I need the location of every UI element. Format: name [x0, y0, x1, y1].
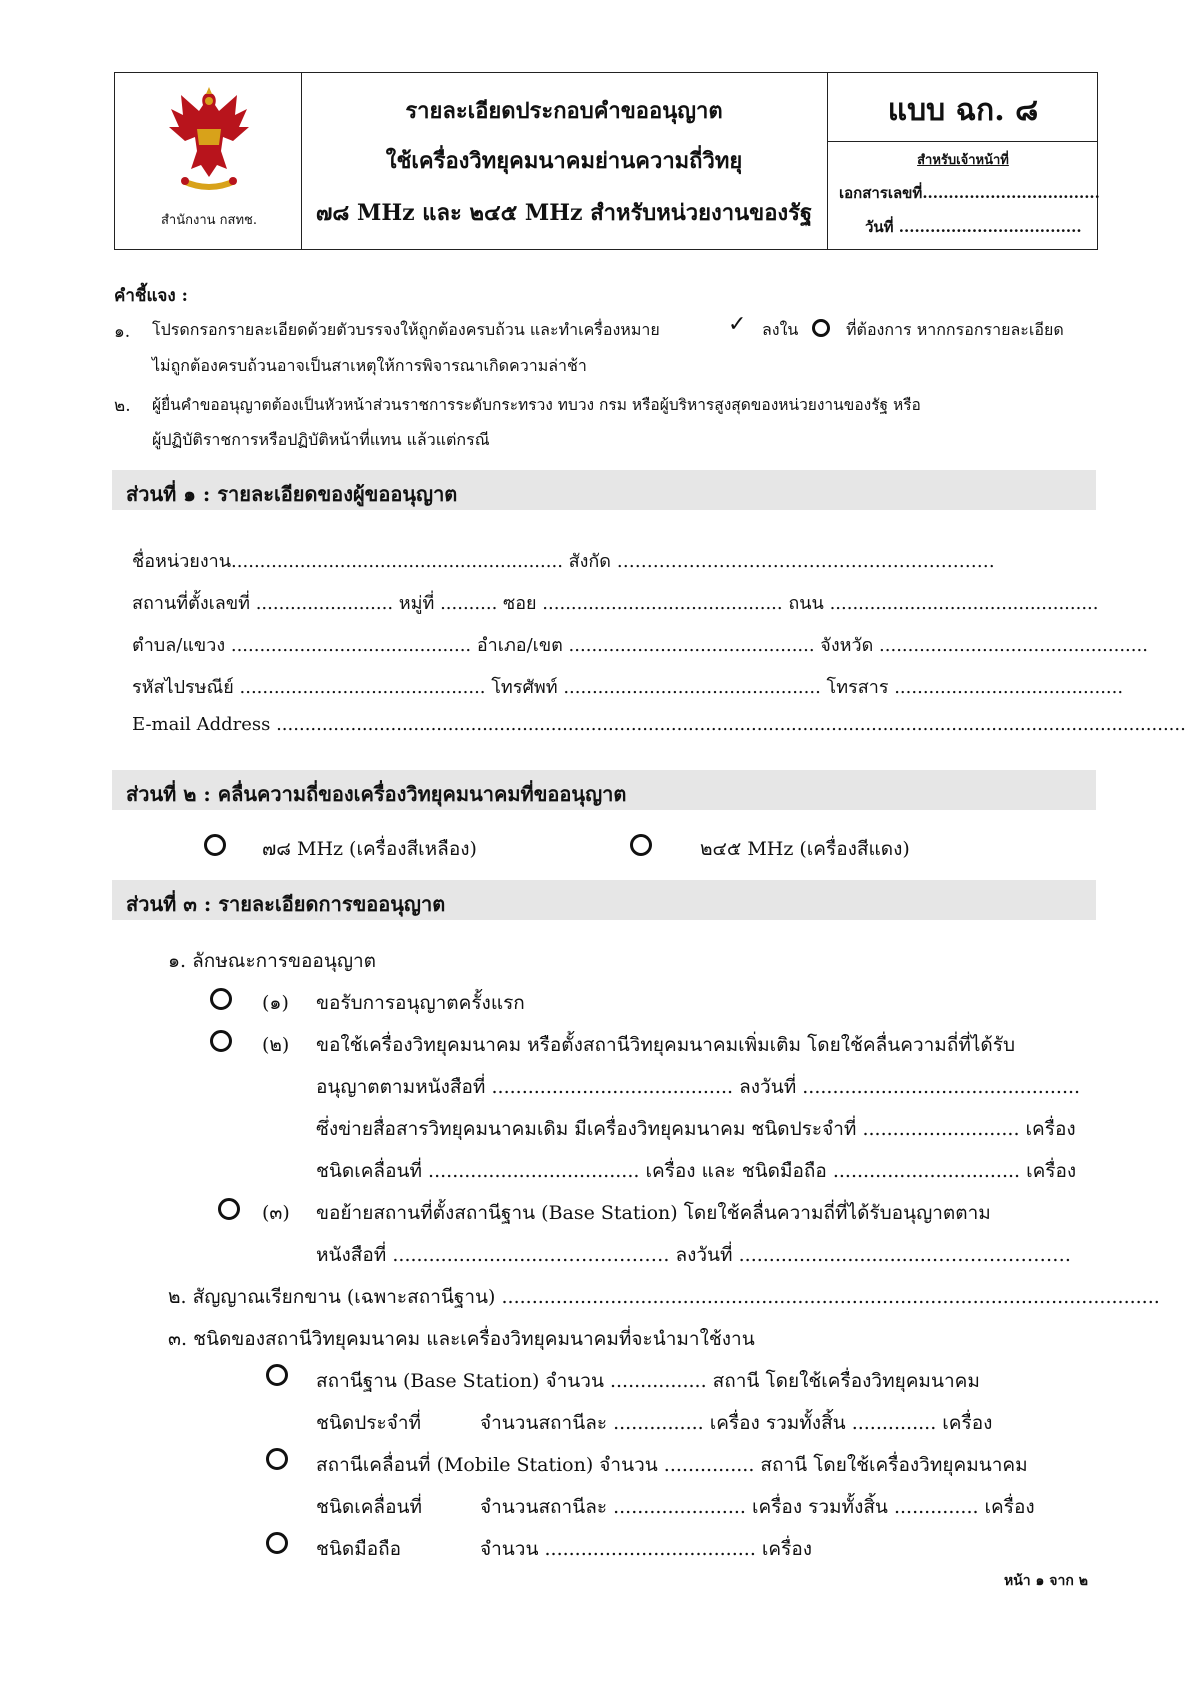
handheld-label: ชนิดมือถือ [316, 1538, 402, 1560]
option-2-line4[interactable]: ชนิดเคลื่อนที่ ................................... เครื่อง และ ชนิดมือถือ ............................... เครื่อง [316, 1160, 1077, 1182]
title-line-3: ๗๘ MHz และ ๒๔๕ MHz สำหรับหน่วยงานของรัฐ [315, 200, 813, 226]
address-row[interactable]: สถานที่ตั้งเลขที่ ........................ หมู่ที่ .......... ซอย .......................................... ถนน ............................................... [132, 593, 1099, 614]
instruction-2-text-line1: ผู้ยื่นคำขออนุญาตต้องเป็นหัวหน้าส่วนราชการระดับกระทรวง ทบวง กรม หรือผู้บริหารสูงสุดของหน่วยงานของรัฐ หรือ [152, 396, 921, 414]
part3-title: ส่วนที่ ๓ : รายละเอียดการขออนุญาต [126, 892, 446, 916]
option-2-line2[interactable]: อนุญาตตามหนังสือที่ ........................................ ลงวันที่ .............................................. [316, 1076, 1081, 1098]
form-code: แบบ ฉก. ๘ [887, 93, 1039, 128]
email-row[interactable]: E-mail Address ............................................................................................................................................................... [132, 714, 1186, 735]
radio-78mhz[interactable] [204, 834, 226, 856]
handheld-quantity[interactable]: จำนวน ................................... เครื่อง [480, 1538, 813, 1560]
document-number-field[interactable]: เอกสารเลขที่.................................. [839, 184, 1100, 202]
title-line-1: รายละเอียดประกอบคำขออนุญาต [405, 98, 723, 124]
postal-phone-row[interactable]: รหัสไปรษณีย์ ........................................... โทรศัพท์ ............................................. โทรสาร ........................................ [132, 677, 1124, 698]
instruction-1-text-c: ที่ต้องการ หากกรอกรายละเอียด [846, 320, 1064, 339]
base-station-line1[interactable]: สถานีฐาน (Base Station) จำนวน ................ สถานี โดยใช้เครื่องวิทยุคมนาคม [316, 1370, 980, 1392]
radio-additional-equipment[interactable] [210, 1030, 232, 1052]
option-2-number: (๒) [262, 1034, 290, 1056]
radio-circle-icon [812, 319, 830, 337]
instruction-1-text-b: ลงใน [762, 320, 799, 339]
garuda-emblem-icon [163, 85, 255, 195]
mobile-station-type: ชนิดเคลื่อนที่ [316, 1496, 422, 1518]
instruction-1-text-a: โปรดกรอกรายละเอียดด้วยตัวบรรจงให้ถูกต้องครบถ้วน และทำเครื่องหมาย [152, 320, 660, 339]
page-number: หน้า ๑ จาก ๒ [1004, 1573, 1088, 1589]
part2-title: ส่วนที่ ๒ : คลื่นความถี่ของเครื่องวิทยุคมนาคมที่ขออนุญาต [126, 782, 627, 806]
title-line-2: ใช้เครื่องวิทยุคมนาคมย่านความถี่วิทยุ [385, 148, 743, 174]
option-2-line1: ขอใช้เครื่องวิทยุคมนาคม หรือตั้งสถานีวิทยุคมนาคมเพิ่มเติม โดยใช้คลื่นความถี่ที่ได้รับ [316, 1034, 1016, 1056]
part3-header-band [112, 880, 1096, 920]
instruction-2-text-line2: ผู้ปฏิบัติราชการหรือปฏิบัติหน้าที่แทน แล้วแต่กรณี [152, 430, 490, 449]
option-3-line1: ขอย้ายสถานที่ตั้งสถานีฐาน (Base Station) โดยใช้คลื่นความถี่ที่ได้รับอนุญาตตาม [316, 1202, 991, 1224]
radio-mobile-station[interactable] [266, 1448, 288, 1470]
radio-first-license[interactable] [210, 988, 232, 1010]
radio-relocate-base-station[interactable] [218, 1198, 240, 1220]
radio-base-station[interactable] [266, 1364, 288, 1386]
option-245mhz-label: ๒๔๕ MHz (เครื่องสีแดง) [700, 838, 910, 860]
office-label: สำนักงาน กสทช. [161, 213, 257, 228]
option-2-line3[interactable]: ซึ่งข่ายสื่อสารวิทยุคมนาคมเดิม มีเครื่องวิทยุคมนาคม ชนิดประจำที่ .......................... เครื่อง [316, 1118, 1076, 1140]
base-station-line2[interactable]: จำนวนสถานีละ ............... เครื่อง รวมทั้งสิ้น .............. เครื่อง [480, 1412, 993, 1434]
instructions-heading: คำชี้แจง : [114, 286, 188, 306]
officer-date-field[interactable]: วันที่ ................................... [865, 218, 1082, 236]
agency-name-row[interactable]: ชื่อหน่วยงาน.......................................................... สังกัด ……………………………………………………… [132, 551, 995, 572]
instruction-1-text-line2: ไม่ถูกต้องครบถ้วนอาจเป็นสาเหตุให้การพิจารณาเกิดความล่าช้า [152, 356, 587, 375]
part2-header-band [112, 770, 1096, 810]
option-3-number: (๓) [262, 1202, 290, 1224]
part1-title: ส่วนที่ ๑ : รายละเอียดของผู้ขออนุญาต [126, 482, 458, 506]
section-3-heading: ๓. ชนิดของสถานีวิทยุคมนาคม และเครื่องวิทยุคมนาคมที่จะนำมาใช้งาน [168, 1328, 755, 1350]
mobile-station-line2[interactable]: จำนวนสถานีละ ...................... เครื่อง รวมทั้งสิ้น .............. เครื่อง [480, 1496, 1035, 1518]
instruction-1-number: ๑. [114, 322, 131, 342]
section-1-heading: ๑. ลักษณะการขออนุญาต [168, 950, 377, 972]
officer-only-label: สำหรับเจ้าหน้าที่ [917, 153, 1009, 168]
option-1-label: ขอรับการอนุญาตครั้งแรก [316, 992, 525, 1014]
check-mark-icon: ✓ [728, 312, 747, 337]
option-1-number: (๑) [262, 992, 289, 1014]
mobile-station-line1[interactable]: สถานีเคลื่อนที่ (Mobile Station) จำนวน ............... สถานี โดยใช้เครื่องวิทยุคมนาคม [316, 1454, 1028, 1476]
radio-245mhz[interactable] [630, 834, 652, 856]
option-3-line2[interactable]: หนังสือที่ ..........................………………. ลงวันที่ ................................…………………. [316, 1244, 1071, 1266]
option-78mhz-label: ๗๘ MHz (เครื่องสีเหลือง) [262, 838, 477, 860]
section-2-callsign[interactable]: ๒. สัญญาณเรียกขาน (เฉพาะสถานีฐาน) ............................................................................................................. [168, 1286, 1160, 1308]
form-header-box [114, 72, 1098, 250]
district-row[interactable]: ตำบล/แขวง .......................................... อำเภอ/เขต ........................................... จังหวัด ............................................... [132, 635, 1148, 656]
part1-header-band [112, 470, 1096, 510]
instruction-2-number: ๒. [114, 396, 131, 416]
radio-handheld[interactable] [266, 1532, 288, 1554]
base-station-type: ชนิดประจำที่ [316, 1412, 422, 1434]
